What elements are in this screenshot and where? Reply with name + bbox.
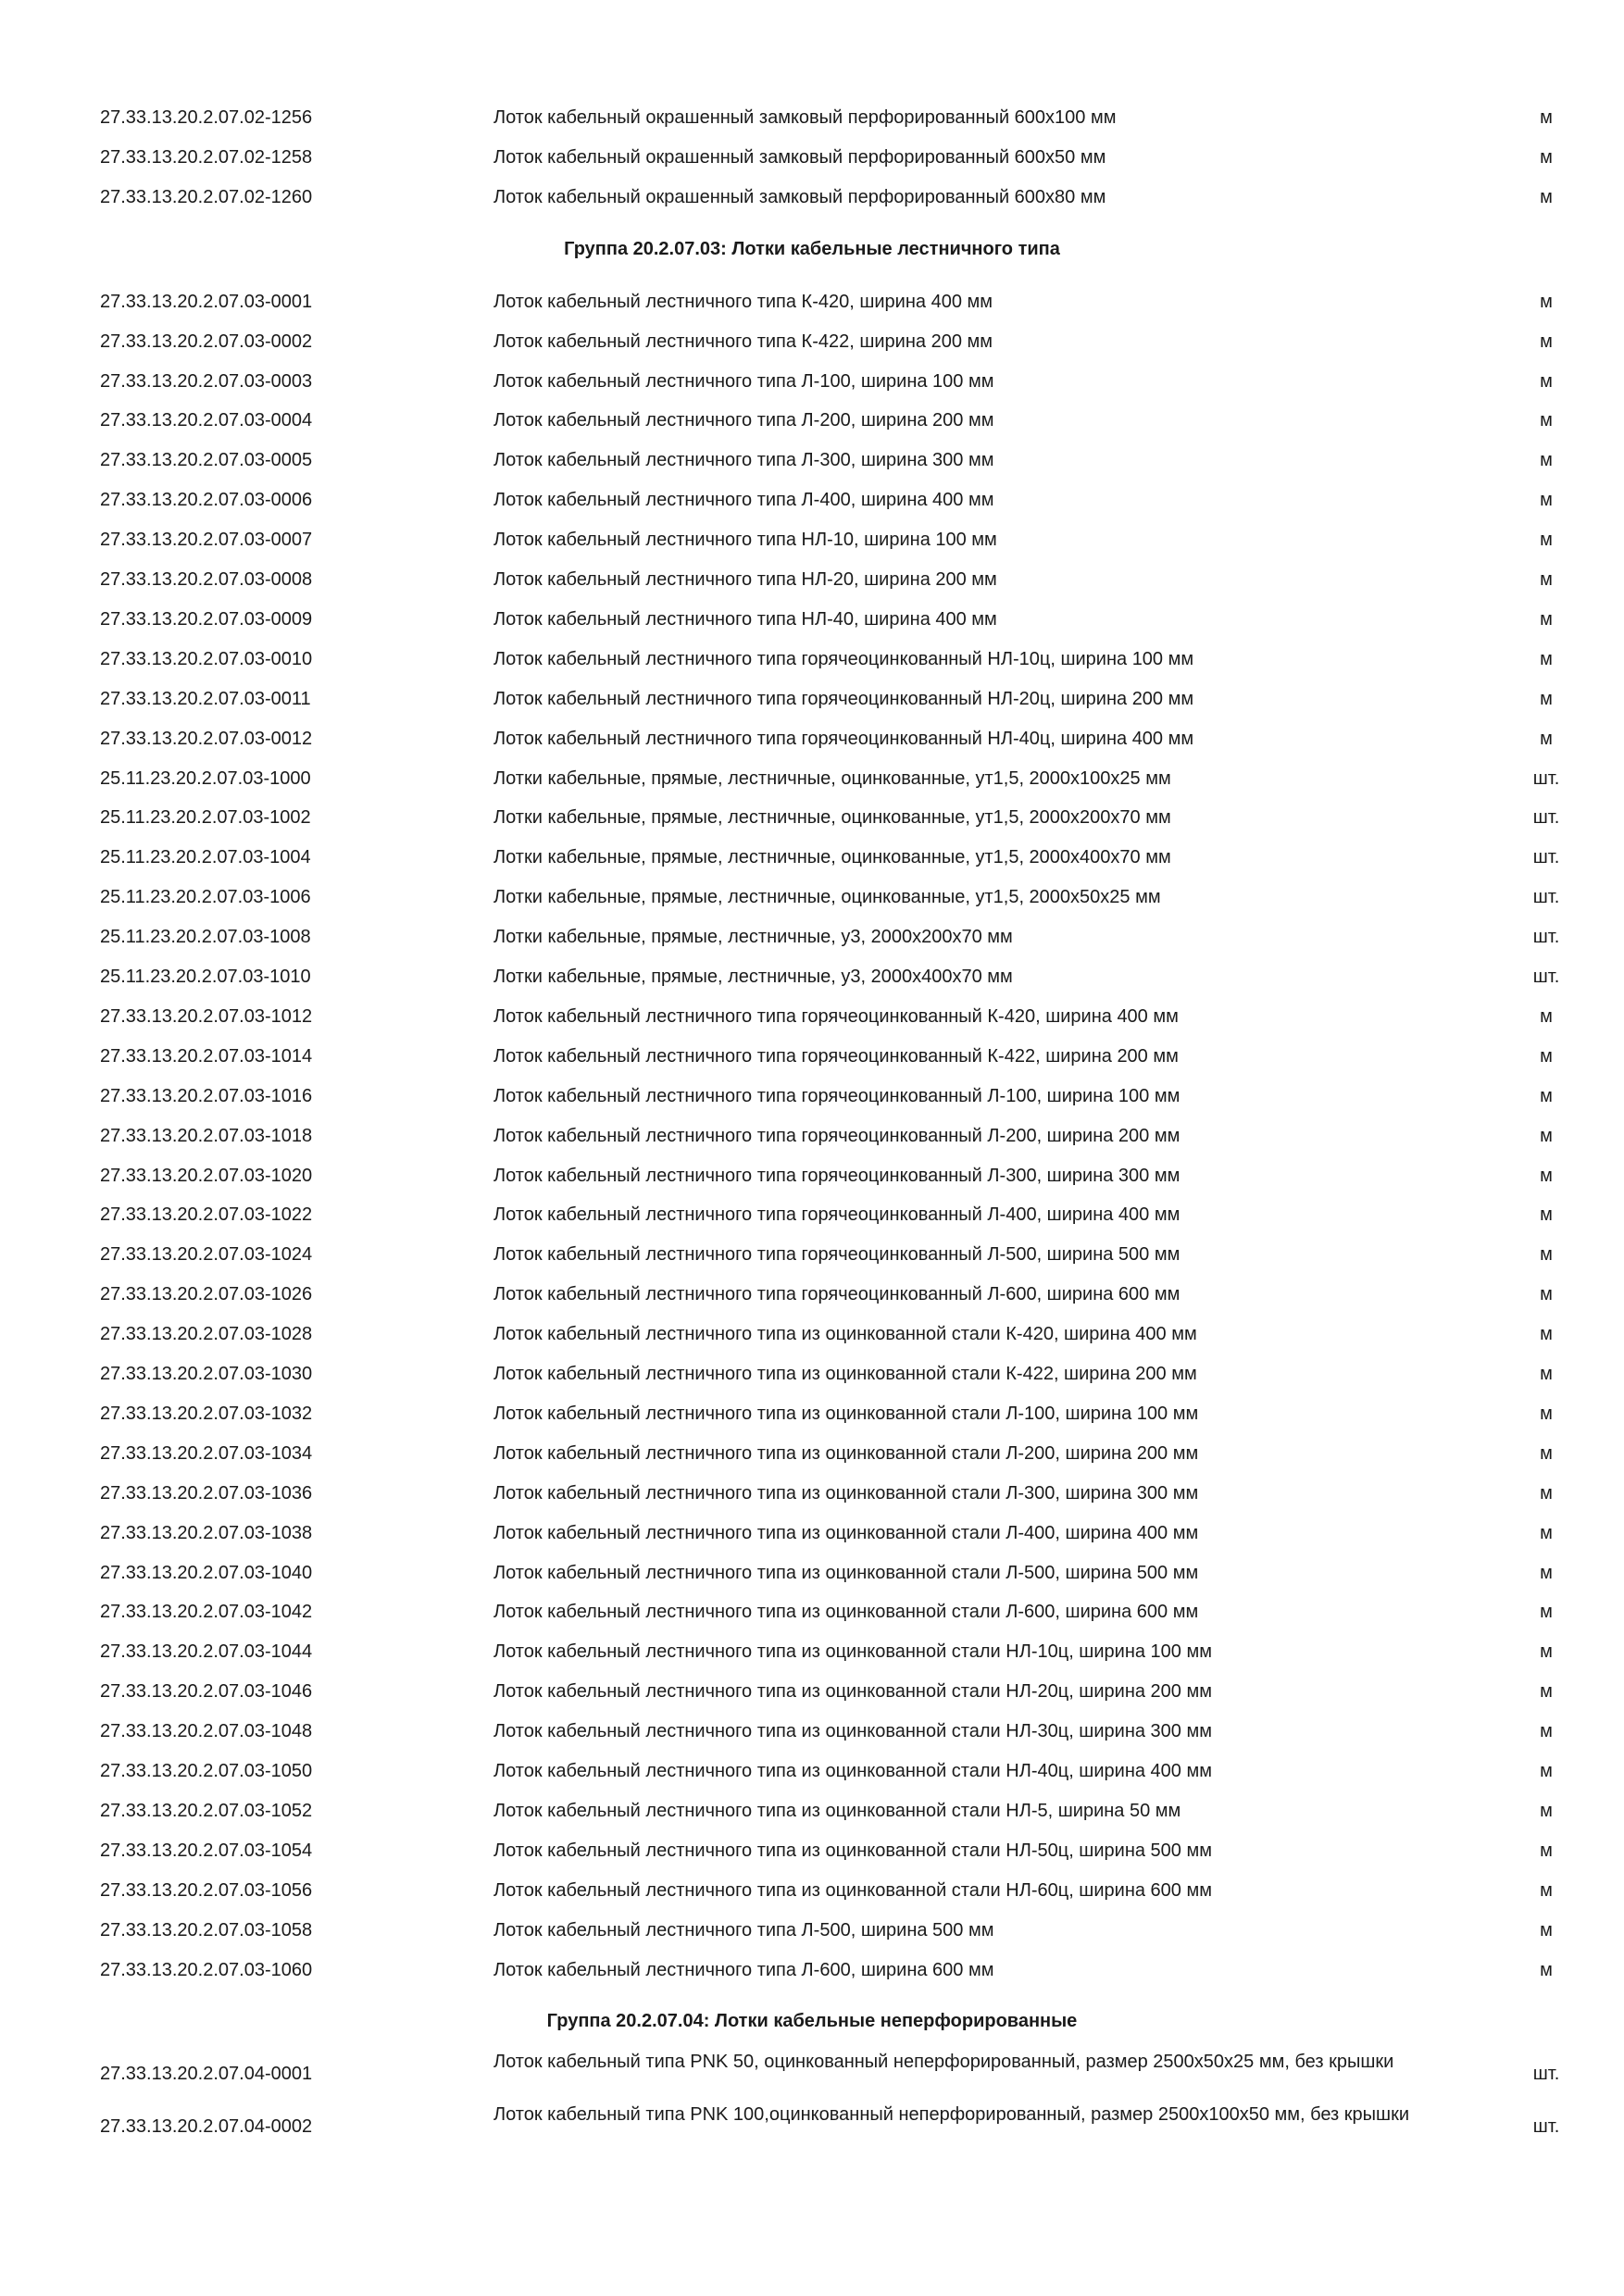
row-name: Лоток кабельный лестничного типа из оцинкованной стали НЛ-10ц, ширина 100 мм [493,1641,1212,1663]
table-row [0,1157,1624,1194]
row-code: 27.33.13.20.2.07.03-0007 [100,530,313,551]
row-unit: м [1540,1602,1553,1623]
table-row [0,1395,1624,1432]
row-name: Лоток кабельный лестничного типа из оцинкованной стали НЛ-30ц, ширина 300 мм [493,1721,1212,1742]
table-row [0,179,1624,216]
row-unit: м [1540,107,1553,128]
row-name: Лоток кабельный лестничного типа Л-200, ширина 200 мм [493,410,994,431]
row-name: Лотки кабельные, прямые, лестничные, у3, 2000х400х70 мм [493,967,1013,987]
table-row [0,283,1624,320]
row-code: 27.33.13.20.2.07.04-0001 [100,2064,313,2085]
row-unit: м [1540,608,1553,630]
row-unit: м [1540,1085,1553,1106]
row-code: 27.33.13.20.2.07.03-1022 [100,1204,313,1226]
table-row [0,1872,1624,1909]
row-name: Лоток кабельный лестничного типа Л-500, ширина 500 мм [493,1919,994,1940]
row-unit: м [1540,569,1553,590]
row-name: Лоток кабельный лестничного типа из оцинкованной стали НЛ-20ц, ширина 200 мм [493,1681,1212,1703]
table-row [0,1753,1624,1790]
row-unit: шт. [1532,2116,1560,2138]
row-name: Лоток кабельный лестничного типа Л-300, ширина 300 мм [493,450,994,471]
row-code: 25.11.23.20.2.07.03-1006 [100,887,311,908]
row-code: 27.33.13.20.2.07.03-1056 [100,1879,313,1901]
table-row [0,1952,1624,1989]
row-unit: шт. [1532,847,1560,868]
row-unit: м [1540,1959,1553,1980]
table-row [0,1355,1624,1392]
row-unit: м [1540,490,1553,511]
row-unit: шт. [1532,767,1560,789]
table-row [0,1196,1624,1233]
row-unit: м [1540,1204,1553,1226]
row-code: 27.33.13.20.2.07.03-0005 [100,450,313,471]
row-code: 27.33.13.20.2.07.03-0010 [100,648,313,669]
row-name: Лоток кабельный лестничного типа из оцинкованной стали НЛ-5, ширина 50 мм [493,1800,1181,1821]
row-unit: м [1540,146,1553,168]
table-row [0,1316,1624,1353]
row-name: Лоток кабельный лестничного типа горячеоцинкованный К-420, ширина 400 мм [493,1005,1179,1027]
row-code: 27.33.13.20.2.07.03-1028 [100,1324,313,1345]
row-name: Лоток кабельный лестничного типа из оцинкованной стали Л-300, ширина 300 мм [493,1482,1199,1504]
row-code: 27.33.13.20.2.07.03-1042 [100,1602,313,1623]
row-name: Лоток кабельный лестничного типа горячеоцинкованный Л-400, ширина 400 мм [493,1204,1181,1226]
row-unit: шт. [1532,967,1560,987]
row-unit: м [1540,1403,1553,1424]
row-code: 27.33.13.20.2.07.03-1050 [100,1761,313,1781]
row-code: 27.33.13.20.2.07.03-1054 [100,1840,313,1861]
row-name: Лоток кабельный лестничного типа горячеоцинкованный НЛ-20ц, ширина 200 мм [493,688,1194,709]
row-code: 27.33.13.20.2.07.03-1024 [100,1244,313,1266]
row-unit: м [1540,1681,1553,1703]
row-name: Лоток кабельный лестничного типа НЛ-10, ширина 100 мм [493,530,997,551]
row-unit: шт. [1532,887,1560,908]
row-code: 25.11.23.20.2.07.03-1002 [100,807,311,829]
row-name: Лотки кабельные, прямые, лестничные, оцинкованные, ут1,5, 2000х50х25 мм [493,887,1161,908]
row-code: 27.33.13.20.2.07.03-1048 [100,1721,313,1742]
row-code: 27.33.13.20.2.07.02-1260 [100,186,313,207]
row-name: Лоток кабельный лестничного типа из оцинкованной стали НЛ-60ц, ширина 600 мм [493,1879,1212,1901]
table-row [0,1515,1624,1552]
row-unit: м [1540,291,1553,312]
row-code: 27.33.13.20.2.07.03-1034 [100,1442,313,1464]
table-row [0,1038,1624,1075]
table-row [0,1236,1624,1273]
table-row [0,402,1624,439]
table-row [0,1633,1624,1670]
row-name: Лоток кабельный лестничного типа Л-100, ширина 100 мм [493,370,994,392]
row-code: 27.33.13.20.2.07.03-0012 [100,728,313,749]
table-row [0,958,1624,995]
row-unit: м [1540,688,1553,709]
row-name: Лотки кабельные, прямые, лестничные, оцинкованные, ут1,5, 2000х400х70 мм [493,847,1171,868]
table-row [0,1554,1624,1591]
row-code: 27.33.13.20.2.07.03-1018 [100,1125,313,1146]
table-row [0,139,1624,176]
row-name: Лоток кабельный лестничного типа из оцинкованной стали НЛ-40ц, ширина 400 мм [493,1761,1212,1781]
table-row [0,1673,1624,1710]
row-unit: м [1540,450,1553,471]
row-unit: м [1540,1125,1553,1146]
row-unit: шт. [1532,2064,1560,2085]
table-row [0,561,1624,598]
row-code: 27.33.13.20.2.07.03-1046 [100,1681,313,1703]
row-code: 27.33.13.20.2.07.03-1036 [100,1482,313,1504]
row-unit: м [1540,1761,1553,1781]
table-row [0,2099,1624,2154]
row-name: Лоток кабельный лестничного типа из оцинкованной стали НЛ-50ц, ширина 500 мм [493,1840,1212,1861]
row-code: 27.33.13.20.2.07.03-0002 [100,331,313,352]
table-row [0,1912,1624,1949]
table-row [0,521,1624,558]
row-name: Лоток кабельный лестничного типа горячеоцинкованный Л-500, ширина 500 мм [493,1244,1181,1266]
row-code: 27.33.13.20.2.07.02-1256 [100,107,313,128]
row-unit: м [1540,1482,1553,1504]
row-name: Лоток кабельный лестничного типа К-420, ширина 400 мм [493,291,993,312]
row-name: Лоток кабельный лестничного типа из оцинкованной стали Л-500, ширина 500 мм [493,1562,1199,1583]
table-row [0,998,1624,1035]
row-unit: м [1540,331,1553,352]
table-row [0,1117,1624,1154]
table-row [0,799,1624,836]
row-name: Лоток кабельный лестничного типа Л-600, ширина 600 мм [493,1959,994,1980]
row-code: 27.33.13.20.2.07.03-1040 [100,1562,313,1583]
row-code: 27.33.13.20.2.07.03-1038 [100,1522,313,1543]
table-row [0,1832,1624,1869]
table-row [0,1792,1624,1829]
row-unit: м [1540,728,1553,749]
row-name: Лоток кабельный лестничного типа горячеоцинкованный НЛ-10ц, ширина 100 мм [493,648,1194,669]
row-code: 27.33.13.20.2.07.03-1016 [100,1085,313,1106]
table-row [0,1475,1624,1512]
row-name: Лоток кабельный лестничного типа горячеоцинкованный Л-100, ширина 100 мм [493,1085,1181,1106]
row-name: Лотки кабельные, прямые, лестничные, у3, 2000х200х70 мм [493,927,1013,948]
table-row [0,363,1624,400]
group-heading: Группа 20.2.07.03: Лотки кабельные лестничного типа [564,238,1060,259]
row-unit: м [1540,1165,1553,1186]
row-name: Лоток кабельный лестничного типа НЛ-40, ширина 400 мм [493,608,997,630]
row-unit: м [1540,370,1553,392]
row-name: Лоток кабельный лестничного типа горячеоцинкованный Л-200, ширина 200 мм [493,1125,1181,1146]
row-name: Лоток кабельный лестничного типа горячеоцинкованный Л-600, ширина 600 мм [493,1284,1181,1305]
row-unit: м [1540,1919,1553,1940]
row-unit: м [1540,1840,1553,1861]
row-code: 27.33.13.20.2.07.03-1026 [100,1284,313,1305]
row-unit: м [1540,410,1553,431]
row-code: 27.33.13.20.2.07.03-0001 [100,291,313,312]
table-row [0,1276,1624,1313]
row-code: 27.33.13.20.2.07.03-0008 [100,569,313,590]
row-code: 27.33.13.20.2.07.03-1030 [100,1364,313,1384]
row-code: 27.33.13.20.2.07.02-1258 [100,146,313,168]
row-code: 27.33.13.20.2.07.03-0003 [100,370,313,392]
table-row [0,760,1624,797]
table-row [0,720,1624,757]
table-row [0,1593,1624,1630]
row-unit: м [1540,1324,1553,1345]
row-name: Лоток кабельный окрашенный замковый перфорированный 600х100 мм [493,107,1117,128]
row-name: Лоток кабельный лестничного типа из оцинкованной стали Л-400, ширина 400 мм [493,1522,1199,1543]
row-name: Лоток кабельный лестничного типа из оцинкованной стали Л-200, ширина 200 мм [493,1442,1199,1464]
table-row [0,601,1624,638]
row-name: Лоток кабельный типа PNK 100,оцинкованный неперфорированный, размер 2500х100х50 мм, без крышки [493,2104,1409,2126]
row-unit: шт. [1532,807,1560,829]
row-code: 27.33.13.20.2.07.03-1020 [100,1165,313,1186]
row-unit: м [1540,186,1553,207]
row-code: 25.11.23.20.2.07.03-1004 [100,847,311,868]
row-code: 25.11.23.20.2.07.03-1010 [100,967,311,987]
row-unit: м [1540,1879,1553,1901]
row-code: 25.11.23.20.2.07.03-1008 [100,927,311,948]
table-row [0,879,1624,916]
table-row [0,680,1624,718]
row-unit: м [1540,1045,1553,1067]
row-unit: м [1540,1562,1553,1583]
row-code: 27.33.13.20.2.07.03-0006 [100,490,313,511]
row-unit: м [1540,530,1553,551]
group-heading: Группа 20.2.07.04: Лотки кабельные неперфорированные [546,2011,1078,2032]
row-name: Лоток кабельный лестничного типа К-422, ширина 200 мм [493,331,993,352]
table-row [0,641,1624,678]
table-row [0,481,1624,518]
row-code: 27.33.13.20.2.07.04-0002 [100,2116,313,2138]
row-code: 27.33.13.20.2.07.03-1044 [100,1641,313,1663]
table-row [0,1713,1624,1750]
row-unit: м [1540,1800,1553,1821]
row-unit: м [1540,648,1553,669]
row-code: 27.33.13.20.2.07.03-1014 [100,1045,313,1067]
row-code: 27.33.13.20.2.07.03-1032 [100,1403,313,1424]
table-row [0,99,1624,136]
table-row [0,323,1624,360]
row-code: 27.33.13.20.2.07.03-1052 [100,1800,313,1821]
table-row [0,2046,1624,2102]
row-code: 25.11.23.20.2.07.03-1000 [100,767,311,789]
row-name: Лоток кабельный окрашенный замковый перфорированный 600х50 мм [493,146,1106,168]
row-name: Лоток кабельный типа PNK 50, оцинкованный неперфорированный, размер 2500х50х25 мм, без крышки [493,2052,1394,2073]
row-unit: м [1540,1522,1553,1543]
row-code: 27.33.13.20.2.07.03-1060 [100,1959,313,1980]
row-unit: м [1540,1442,1553,1464]
table-row [0,1078,1624,1115]
table-row [0,918,1624,955]
row-name: Лоток кабельный лестничного типа из оцинкованной стали Л-100, ширина 100 мм [493,1403,1199,1424]
row-name: Лотки кабельные, прямые, лестничные, оцинкованные, ут1,5, 2000х100х25 мм [493,767,1171,789]
row-name: Лоток кабельный лестничного типа горячеоцинкованный Л-300, ширина 300 мм [493,1165,1181,1186]
table-row [0,442,1624,479]
row-unit: м [1540,1641,1553,1663]
row-unit: м [1540,1005,1553,1027]
row-unit: шт. [1532,927,1560,948]
row-unit: м [1540,1721,1553,1742]
row-name: Лоток кабельный окрашенный замковый перфорированный 600х80 мм [493,186,1106,207]
row-code: 27.33.13.20.2.07.03-1012 [100,1005,313,1027]
row-code: 27.33.13.20.2.07.03-1058 [100,1919,313,1940]
row-name: Лоток кабельный лестничного типа Л-400, ширина 400 мм [493,490,994,511]
row-name: Лоток кабельный лестничного типа из оцинкованной стали К-422, ширина 200 мм [493,1364,1197,1384]
row-code: 27.33.13.20.2.07.03-0009 [100,608,313,630]
row-code: 27.33.13.20.2.07.03-0011 [100,688,311,709]
row-name: Лоток кабельный лестничного типа из оцинкованной стали К-420, ширина 400 мм [493,1324,1197,1345]
row-name: Лоток кабельный лестничного типа НЛ-20, ширина 200 мм [493,569,997,590]
row-unit: м [1540,1364,1553,1384]
table-row [0,1435,1624,1472]
row-unit: м [1540,1284,1553,1305]
row-unit: м [1540,1244,1553,1266]
table-row [0,839,1624,876]
row-name: Лоток кабельный лестничного типа из оцинкованной стали Л-600, ширина 600 мм [493,1602,1199,1623]
row-name: Лотки кабельные, прямые, лестничные, оцинкованные, ут1,5, 2000х200х70 мм [493,807,1171,829]
row-code: 27.33.13.20.2.07.03-0004 [100,410,313,431]
row-name: Лоток кабельный лестничного типа горячеоцинкованный НЛ-40ц, ширина 400 мм [493,728,1194,749]
row-name: Лоток кабельный лестничного типа горячеоцинкованный К-422, ширина 200 мм [493,1045,1179,1067]
